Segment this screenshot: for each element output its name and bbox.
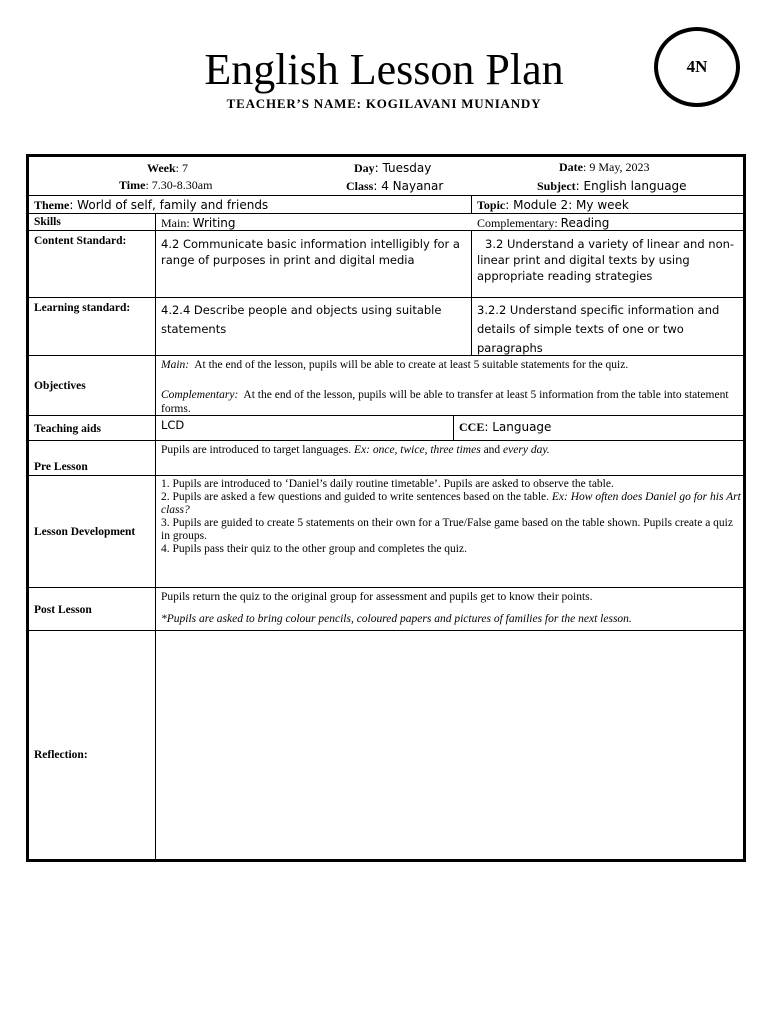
objective-main-prefix: Main: [161,359,190,371]
topic-label: Topic [477,198,506,212]
day-field [354,161,431,175]
objectives-label: Objectives [34,380,86,392]
objective-main [161,358,741,372]
content-standard-main: 4.2 Communicate basic information intelligibly for a range of purposes in print and digital media [161,237,460,267]
development-step-3: 3. Pupils are guided to create 5 statements on their own for a True/False game based on the table shown. Pupils create a quiz in groups. [161,517,733,542]
time-field [119,178,212,192]
class-field [346,179,443,193]
theme-field [34,198,268,212]
week-value: : 7 [175,161,189,175]
learning-standard-complementary: 3.2.2 Understand specific information and details of simple texts of one or two paragraphs [477,303,720,355]
cce-label: CCE [459,420,485,434]
pre-lesson-example: Ex: once, twice, three times [354,444,481,456]
topic-field [477,198,629,212]
row-divider [29,213,743,214]
week-field [147,161,188,175]
content-standard-complementary: 3.2 Understand a variety of linear and non-linear print and digital texts by using appropriate reading strategies [477,237,735,283]
class-value: : 4 Nayanar [373,179,444,193]
teaching-aids-label: Teaching aids [34,423,102,435]
post-lesson-note: *Pupils are asked to bring colour pencils, coloured papers and pictures of families for the next lesson. [161,613,632,625]
day-value: : Tuesday [374,161,432,175]
objective-complementary [161,388,741,416]
pre-lesson-sentence: Pupils are introduced to target languages. [161,444,352,456]
row-divider [29,587,743,588]
objective-comp-text: At the end of the lesson, pupils will be able to transfer at least 5 information from the table into statement forms. [161,389,729,415]
development-step-2 [161,491,741,517]
cce-field [459,420,551,434]
objective-comp-prefix: Complementary: [161,389,239,401]
day-label: Day [354,161,375,175]
date-field [559,160,650,174]
class-badge: 4N [654,27,740,107]
theme-value: : World of self, family and friends [69,198,269,212]
content-standard-label: Content Standard: [34,235,127,247]
week-label: Week [147,161,176,175]
skills-label: Skills [34,216,61,228]
column-divider [471,230,472,355]
reflection-label: Reflection: [34,749,88,761]
reflection-area [156,631,746,861]
skills-main [161,216,236,230]
skills-main-value: Writing [192,216,236,230]
cce-value: : Language [484,420,552,434]
subject-label: Subject [537,179,576,193]
document-title: English Lesson Plan [204,45,564,94]
teaching-aids-value: LCD [161,418,185,432]
time-value: : 7.30-8.30am [145,178,213,192]
time-label: Time [119,178,146,192]
post-lesson-label: Post Lesson [34,604,92,616]
date-value: : 9 May, 2023 [583,160,650,174]
skills-main-prefix: Main: [161,216,193,230]
column-divider [453,415,454,440]
skills-complementary [477,216,609,230]
class-label: Class [346,179,374,193]
pre-lesson-and: and [483,444,501,456]
column-divider [471,195,472,213]
row-divider [29,475,743,476]
row-divider [29,230,743,231]
lesson-plan-table [26,154,746,862]
post-lesson-text: Pupils return the quiz to the original group for assessment and pupils get to know their points. [161,591,593,603]
pre-lesson-text [161,443,741,457]
row-divider [29,297,743,298]
subject-value: : English language [575,179,687,193]
development-step-2-text: 2. Pupils are asked a few questions and guided to write sentences based on the table. [161,491,550,503]
topic-value: : Module 2: My week [505,198,629,212]
pre-lesson-example-2: every day. [503,444,550,456]
lesson-development-label: Lesson Development [34,526,136,538]
learning-standard-label: Learning standard: [34,302,131,314]
development-step-1: 1. Pupils are introduced to ‘Daniel’s daily routine timetable’. Pupils are asked to observe the table. [161,478,614,490]
pre-lesson-label: Pre Lesson [34,461,88,473]
date-label: Date [559,160,583,174]
development-step-2-example: Ex: How often does Daniel go for his Art class? [161,491,741,516]
learning-standard-main: 4.2.4 Describe people and objects using suitable statements [161,303,442,336]
skills-comp-prefix: Complementary: [477,216,561,230]
objective-main-text: At the end of the lesson, pupils will be able to create at least 5 suitable statements for the quiz. [194,359,629,371]
theme-label: Theme [34,198,70,212]
row-divider [29,440,743,441]
subject-field [537,179,687,193]
development-step-4: 4. Pupils pass their quiz to the other group and completes the quiz. [161,543,467,555]
teacher-name: TEACHER’S NAME: KOGILAVANI MUNIANDY [226,96,542,111]
row-divider [29,195,743,196]
skills-comp-value: Reading [560,216,610,230]
lesson-development-steps [161,478,741,556]
